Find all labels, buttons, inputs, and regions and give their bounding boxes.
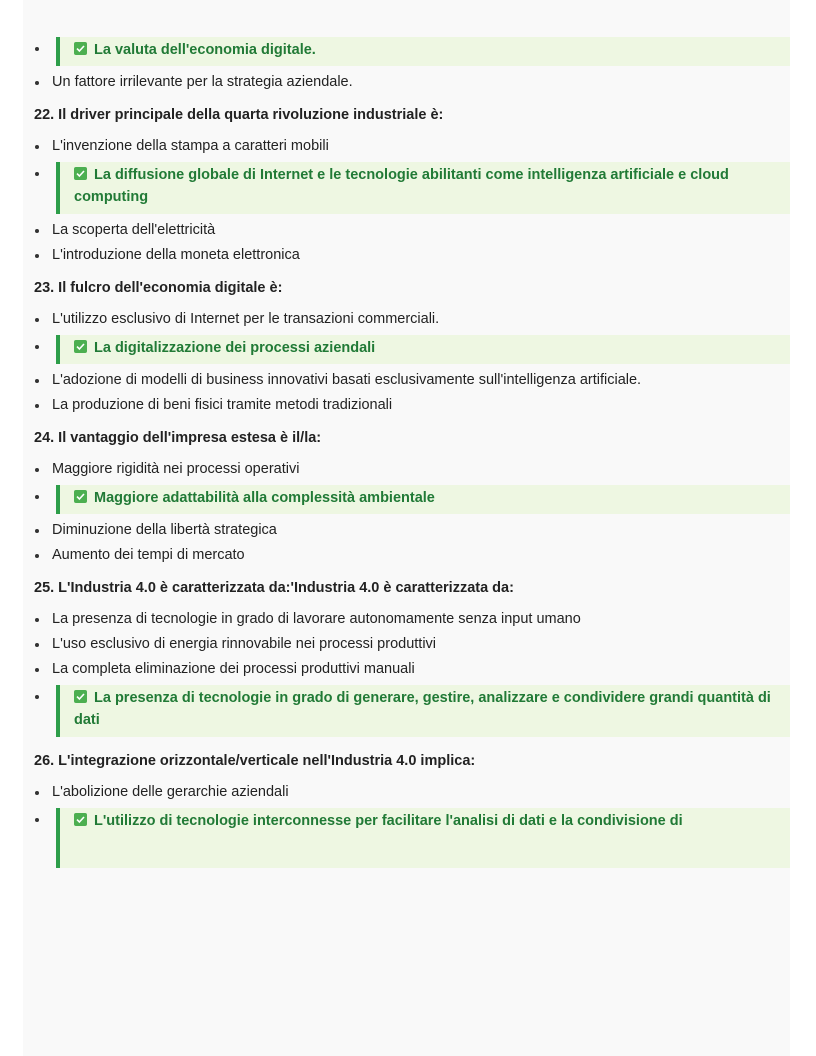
answer-option: La presenza di tecnologie in grado di lavorare autonomamente senza input umano xyxy=(34,610,790,628)
answer-option-correct xyxy=(34,335,790,364)
correct-answer-box xyxy=(56,335,790,364)
answer-text: La diffusione globale di Internet e le tecnologie abilitanti come intelligenza artificiale e cloud computing xyxy=(74,167,729,205)
answer-option: L'uso esclusivo di energia rinnovabile nei processi produttivi xyxy=(34,635,790,653)
answer-list xyxy=(34,37,790,91)
answer-option: La completa eliminazione dei processi produttivi manuali xyxy=(34,660,790,678)
question-title: 22. Il driver principale della quarta rivoluzione industriale è: xyxy=(34,107,444,123)
correct-answer-box xyxy=(56,485,790,514)
answer-option: Un fattore irrilevante per la strategia aziendale. xyxy=(34,73,790,91)
answer-list xyxy=(34,460,790,564)
answer-option-correct xyxy=(34,162,790,214)
answer-text: L'utilizzo di tecnologie interconnesse per facilitare l'analisi di dati e la condivisione di xyxy=(94,813,683,829)
answer-text: La presenza di tecnologie in grado di generare, gestire, analizzare e condividere grandi quantità di dati xyxy=(74,690,771,728)
correct-answer-box xyxy=(56,37,790,66)
answer-option-correct xyxy=(34,485,790,514)
answer-option-correct xyxy=(34,808,790,868)
question-title: 23. Il fulcro dell'economia digitale è: xyxy=(34,280,283,296)
correct-answer-box xyxy=(56,685,790,737)
answer-option: La scoperta dell'elettricità xyxy=(34,221,790,239)
question-title: 26. L'integrazione orizzontale/verticale nell'Industria 4.0 implica: xyxy=(34,753,476,769)
answer-option: Diminuzione della libertà strategica xyxy=(34,521,790,539)
question-title: 25. L'Industria 4.0 è caratterizzata da:'Industria 4.0 è caratterizzata da: xyxy=(34,580,514,596)
answer-text: La digitalizzazione dei processi aziendali xyxy=(94,340,376,356)
answer-option-correct xyxy=(34,37,790,66)
answer-option: L'invenzione della stampa a caratteri mobili xyxy=(34,137,790,155)
check-box-icon xyxy=(74,167,87,180)
answer-option: L'introduzione della moneta elettronica xyxy=(34,246,790,264)
answer-list xyxy=(34,610,790,737)
check-box-icon xyxy=(74,690,87,703)
answer-option: L'adozione di modelli di business innovativi basati esclusivamente sull'intelligenza artificiale. xyxy=(34,371,790,389)
answer-option: L'utilizzo esclusivo di Internet per le transazioni commerciali. xyxy=(34,310,790,328)
check-box-icon xyxy=(74,340,87,353)
answer-option-correct xyxy=(34,685,790,737)
quiz-page xyxy=(23,0,790,1056)
correct-answer-box xyxy=(56,162,790,214)
question-title: 24. Il vantaggio dell'impresa estesa è il/la: xyxy=(34,430,322,446)
correct-answer-box xyxy=(56,808,790,868)
check-box-icon xyxy=(74,42,87,55)
check-box-icon xyxy=(74,813,87,826)
answer-option: Aumento dei tempi di mercato xyxy=(34,546,790,564)
answer-list xyxy=(34,783,790,868)
answer-option: L'abolizione delle gerarchie aziendali xyxy=(34,783,790,801)
answer-option: La produzione di beni fisici tramite metodi tradizionali xyxy=(34,396,790,414)
answer-list xyxy=(34,310,790,414)
answer-text: Maggiore adattabilità alla complessità ambientale xyxy=(94,490,435,506)
answer-list xyxy=(34,137,790,264)
answer-text: La valuta dell'economia digitale. xyxy=(94,42,316,58)
answer-option: Maggiore rigidità nei processi operativi xyxy=(34,460,790,478)
check-box-icon xyxy=(74,490,87,503)
quiz-content xyxy=(23,0,790,868)
